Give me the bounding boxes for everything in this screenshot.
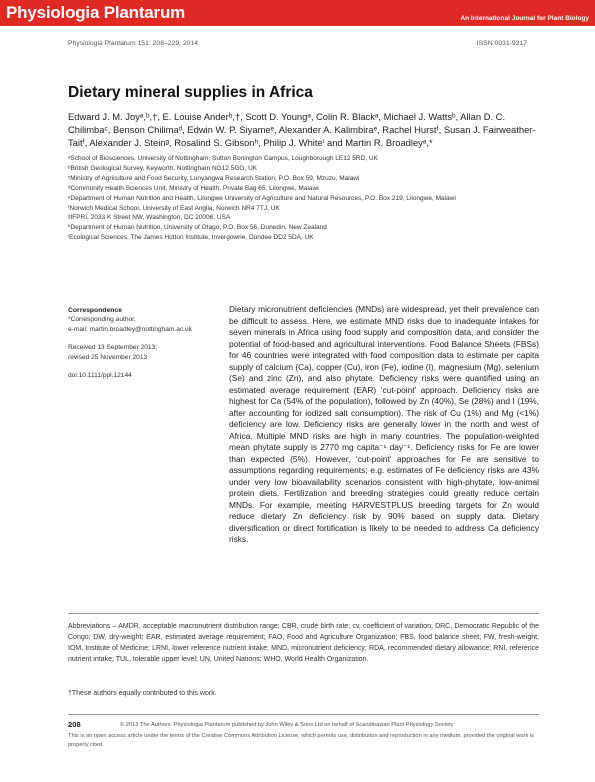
abbreviations: Abbreviations – AMDR, acceptable macronutrient distribution range; CBR, crude birth rate; cv, coefficient of variation; DRC, Democratic Republic of the Congo; DW, dry-weight; EAR, estimated average requirement; FAO, Food and Agriculture Organization; FBS, food balance sheet; FW, fresh-weight; IOM, Institute of Medicine; LRNI, lower reference nutrient intake; MND, micronutrient deficiency; RDA, recommended dietary allowance; RNI, reference nutrient intake; TUL, tolerable upper level; UN, United Nations; WHO, World Health Organization. <box>68 623 539 663</box>
affiliation: ᵇBritish Geological Survey, Keyworth, Nottingham NG12 5GG, UK <box>68 164 258 172</box>
article-title: Dietary mineral supplies in Africa <box>68 84 313 101</box>
affiliation: ᵃSchool of Biosciences, University of Nottingham, Sutton Bonington Campus, Loughborough LE12 5RD, UK <box>68 155 378 162</box>
received-date: Received 13 September 2013; <box>68 344 158 352</box>
license-notice: This is an open access article under the terms of the Creative Commons Attribution License, which permits use, distribution and reproduction in any medium, provided the original work is properly cited. <box>68 733 534 748</box>
affiliation: ᵈCommunity Health Sciences Unit, Ministry of Health, Private Bag 65, Lilongwe, Malawi <box>68 184 319 192</box>
affiliation: ⁱEcological Sciences, The James Hutton Institute, Invergowrie, Dundee DD2 5DA, UK <box>68 234 314 242</box>
page-number: 208 <box>68 720 81 729</box>
journal-name: Physiologia Plantarum <box>6 3 186 22</box>
abstract: Dietary micronutrient deficiencies (MNDs) are widespread, yet their prevalence can be difficult to assess. Here, we estimate MND risks due to inadequate intakes for seven minerals in Africa using food supply and composition data, and consider the potential of food-based and agricultural interventions. Food Balance Sheets (FBSs) for 46 countries were integrated with food composition data to estimate per capita supply of calcium (Ca), copper (Cu), iron (Fe), iodine (I), magnesium (Mg), selenium (Se) and zinc (Zn), and also phytate. Deficiency risks were quantified using an estimated average requirement (EAR) ‘cut-point’ approach. Deficiency risks are highest for Ca (54% of the population), followed by Zn (40%), Se (28%) and I (19%, after accounting for iodized salt consumption). The risk of Cu (1%) and Mg (<1%) deficiency are low. Deficiency risks are generally lower in the north and west of Africa. Multiple MND risks are high in many countries. The population-weighted mean phytate supply is 2770 mg capita⁻¹ day⁻¹. Deficiency risks for Fe are lower than expected (5%). However, ‘cut-point’ approaches for Fe are sensitive to assumptions regarding requirements; e.g. estimates of Fe deficiency risks are 43% under very low bioavailability scenarios consistent with high-phytate, low-animal protein diets. Fertilization and breeding strategies could greatly reduce certain MNDs. For example, meeting HARVESTPLUS breeding targets for Zn would reduce dietary Zn deficiency risk by 90% based on supply data. Dietary diversification or direct fortification is likely to be needed to address Ca deficiency risks. <box>229 304 539 544</box>
issn: ISSN 0031-9317 <box>476 40 527 47</box>
divider <box>68 613 539 614</box>
footnote: †These authors equally contributed to this work. <box>68 690 217 697</box>
citation: Physiologia Plantarum 151: 208–229. 2014 <box>68 40 198 47</box>
journal-tagline: An International Journal for Plant Biology <box>460 15 589 22</box>
doi-link[interactable]: doi:10.1111/ppl.12144 <box>68 372 132 380</box>
affiliation: ʰDepartment of Human Nutrition, University of Otago, P.O. Box 56, Dunedin, New Zealand <box>68 224 327 232</box>
affiliation: ᵍIFPRI, 2033 K Street NW, Washington, DC 20006, USA <box>68 214 231 222</box>
divider <box>68 714 539 715</box>
correspondence-heading: Correspondence <box>68 307 123 314</box>
author-list: Edward J. M. Joyᵃ,ᵇ,†, E. Louise Anderᵇ,†, Scott D. Youngᵃ, Colin R. Blackᵃ, Michael J. Wattsᵇ, Allan D. C. Chilimbaᶜ, Benson Chilimaᵈ, Edwin W. P. Siyameᵉ, Alexander A. Kalimbiraᵉ, Rachel Hurstᶠ, Susan J. Fairweather-Taitᶠ, Alexander J. Steinᵍ, Rosalind S. Gibsonʰ, Philip J. Whiteⁱ and Martin R. Broadleyᵃ,* <box>68 111 536 149</box>
journal-banner <box>0 0 595 26</box>
correspondence-block <box>68 306 218 380</box>
copyright-notice: © 2013 The Authors. Physiologia Plantarum published by John Wiley & Sons Ltd on behalf of Scandinavian Plant Physiology Society. <box>120 722 455 728</box>
corresponding-email[interactable]: e-mail: martin.broadley@nottingham.ac.uk <box>68 325 192 333</box>
affiliation: ᵉDepartment of Human Nutrition and Health, Lilongwe University of Agriculture and Natural Resources, P.O. Box 219, Lilongwe, Malawi <box>68 194 456 202</box>
affiliation-list <box>68 154 538 243</box>
revised-date: revised 25 November 2013 <box>68 353 148 361</box>
affiliation: ᶜMinistry of Agriculture and Food Security, Lunyangwa Research Station, P.O. Box 59, Mzuzu, Malawi <box>68 174 360 182</box>
affiliation: ᶠNorwich Medical School, University of East Anglia, Norwich NR4 7TJ, UK <box>68 204 280 212</box>
corresponding-author-note: *Corresponding author, <box>68 316 136 324</box>
